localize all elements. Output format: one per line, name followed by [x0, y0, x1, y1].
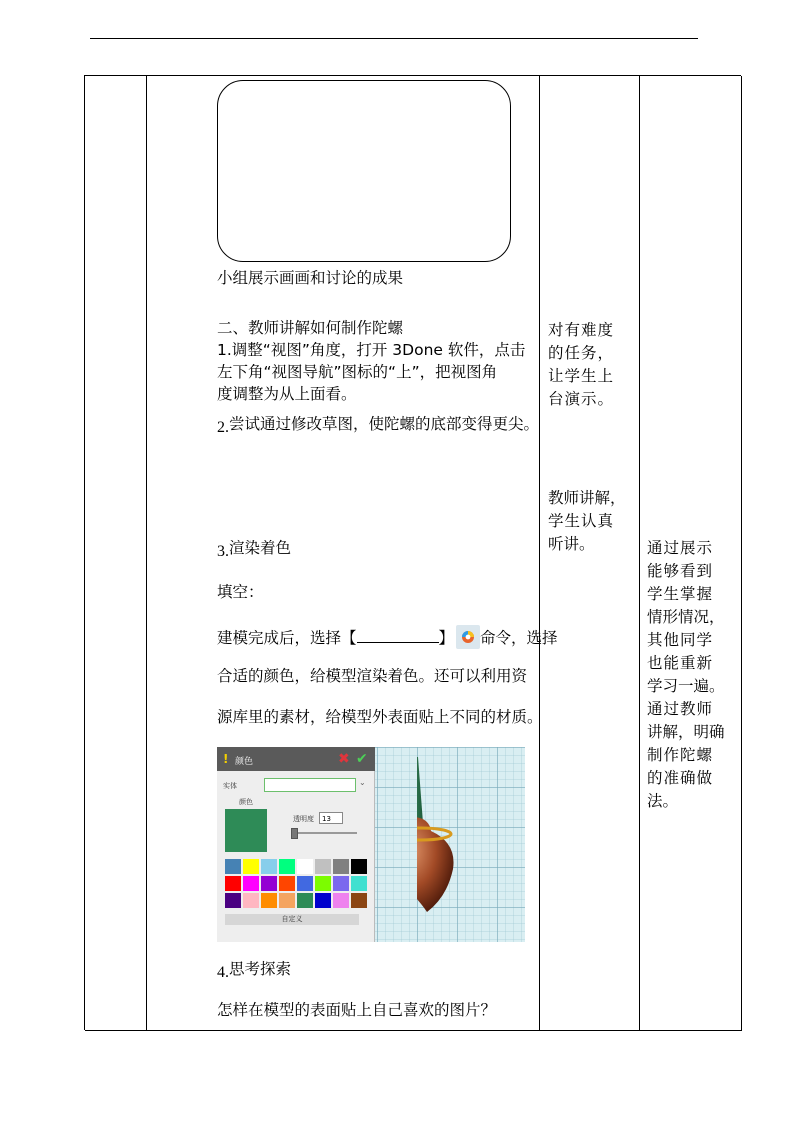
step2-number: 2. — [217, 419, 229, 436]
color-swatch[interactable] — [261, 859, 277, 874]
intent-line-5: 其他同学 — [647, 631, 714, 649]
color-swatch[interactable] — [225, 859, 241, 874]
opacity-stepper[interactable]: 13 — [319, 812, 343, 824]
note2-line1: 教师讲解， — [548, 489, 626, 507]
color-swatch[interactable] — [351, 893, 367, 908]
entity-label: 实体 — [223, 782, 237, 790]
intent-line-10: 制作陀螺 — [647, 746, 714, 764]
color-swatch[interactable] — [279, 876, 295, 891]
warning-icon: ! — [223, 752, 229, 766]
student-activity-column — [540, 76, 640, 1031]
note2-line2: 学生认真 — [548, 512, 615, 530]
intent-line-1: 通过展示 — [647, 539, 714, 557]
color-swatch[interactable] — [225, 876, 241, 891]
custom-color-button[interactable]: 自定义 — [225, 914, 359, 925]
color-dialog-screenshot — [217, 747, 525, 942]
section-title: 二、教师讲解如何制作陀螺 — [217, 319, 404, 337]
render-line-b: 合适的颜色，给模型渲染着色。还可以利用资 — [217, 667, 528, 685]
step3-line — [217, 538, 291, 559]
confirm-check-icon[interactable]: ✔ — [356, 751, 368, 767]
close-icon[interactable]: ✖ — [338, 751, 350, 767]
color-swatch[interactable] — [261, 893, 277, 908]
color-swatch[interactable] — [297, 859, 313, 874]
note1-line1: 对有难度 — [548, 321, 615, 339]
chevron-down-icon[interactable]: ⌄ — [359, 778, 366, 787]
opacity-slider-track[interactable] — [291, 832, 357, 834]
activity-column — [147, 76, 558, 1031]
color-swatch[interactable] — [279, 859, 295, 874]
panel-title: 颜色 — [235, 757, 254, 767]
step4-line — [217, 959, 291, 980]
color-swatch[interactable] — [297, 876, 313, 891]
color-label: 颜色 — [239, 798, 253, 806]
fill-line — [217, 625, 558, 649]
color-swatch[interactable] — [333, 876, 349, 891]
bracket-close: 】 — [438, 629, 455, 647]
color-swatch[interactable] — [333, 859, 349, 874]
note1-line2: 的任务， — [548, 344, 615, 362]
note2-line3: 听讲。 — [548, 535, 595, 553]
intent-line-4: 情形情况， — [647, 608, 725, 626]
opacity-label: 透明度 — [293, 815, 314, 823]
color-swatch[interactable] — [333, 893, 349, 908]
intent-line-8: 通过教师 — [647, 700, 714, 718]
table-bottom-border — [85, 1030, 742, 1031]
step4-text: 思考探索 — [229, 960, 292, 978]
intent-line-11: 的准确做 — [647, 769, 714, 787]
panel-titlebar — [217, 747, 375, 771]
step2-text: 尝试通过修改草图，使陀螺的底部变得更尖。 — [229, 415, 540, 433]
selected-color-swatch — [225, 809, 267, 852]
color-swatch[interactable] — [243, 859, 259, 874]
entity-input[interactable] — [264, 778, 356, 792]
color-swatch[interactable] — [315, 876, 331, 891]
step2-line — [217, 414, 539, 435]
intent-line-2: 能够看到 — [647, 562, 714, 580]
lesson-table — [84, 75, 741, 1030]
step3-text: 渲染着色 — [229, 539, 292, 557]
step1-line3: 度调整为从上面看。 — [217, 385, 357, 403]
spinning-top-model — [417, 747, 525, 942]
bracket-open: 【 — [341, 629, 357, 647]
intent-line-12: 法。 — [647, 792, 679, 810]
color-swatch[interactable] — [261, 876, 277, 891]
color-panel — [217, 747, 375, 942]
color-swatch[interactable] — [315, 859, 331, 874]
color-palette — [225, 859, 367, 908]
group-show-text: 小组展示画画和讨论的成果 — [217, 269, 404, 287]
step4-number: 4. — [217, 964, 229, 981]
empty-column — [85, 76, 147, 1031]
step1-number: 1. — [217, 341, 232, 359]
question-text: 怎样在模型的表面贴上自己喜欢的图片？ — [217, 1001, 497, 1019]
note1-line4: 台演示。 — [548, 390, 615, 408]
intent-line-7: 学习一遍。 — [647, 677, 725, 695]
color-swatch[interactable] — [243, 893, 259, 908]
color-swatch[interactable] — [315, 893, 331, 908]
color-swatch[interactable] — [351, 876, 367, 891]
fill-blank[interactable] — [357, 628, 439, 643]
color-swatch[interactable] — [351, 859, 367, 874]
opacity-slider-handle[interactable] — [291, 828, 298, 839]
color-swatch[interactable] — [243, 876, 259, 891]
color-swatch[interactable] — [297, 893, 313, 908]
render-line-c: 源库里的素材，给模型外表面贴上不同的材质。 — [217, 708, 543, 726]
step1-text-1: 调整“视图”角度，打开 3Done 软件，点击 — [231, 341, 526, 359]
step3-number: 3. — [217, 543, 229, 560]
intent-line-3: 学生掌握 — [647, 585, 714, 603]
fill-label: 填空： — [217, 583, 264, 601]
design-intent-column — [640, 76, 742, 1031]
intent-line-9: 讲解，明确 — [647, 723, 725, 741]
fill-before: 建模完成后，选择 — [217, 629, 342, 647]
color-swatch[interactable] — [279, 893, 295, 908]
step1-line2: 左下角“视图导航”图标的“上”，把视图角 — [217, 363, 498, 381]
step1-line1 — [217, 340, 525, 361]
render-color-icon — [456, 625, 480, 649]
header-rule — [90, 38, 698, 39]
intent-line-6: 也能重新 — [647, 654, 714, 672]
color-swatch[interactable] — [225, 893, 241, 908]
drawing-box — [217, 80, 511, 262]
note1-line3: 让学生上 — [548, 367, 615, 385]
fill-after: 命令，选择 — [480, 629, 558, 647]
